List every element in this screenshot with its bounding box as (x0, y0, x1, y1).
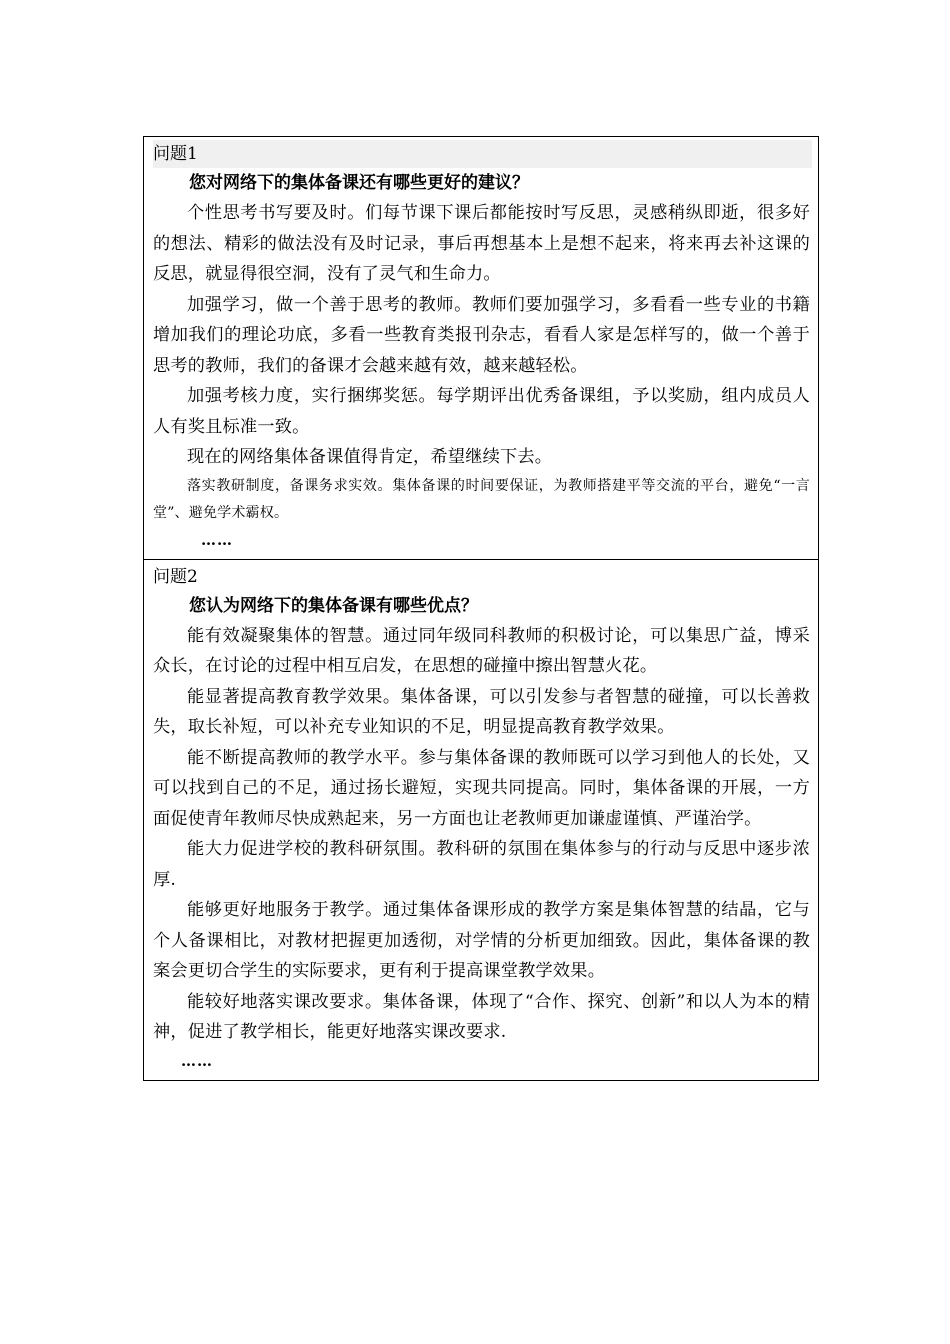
answer-2-paragraph-1: 能有效凝聚集体的智慧。通过同年级同科教师的积极讨论，可以集思广益，博采众长，在讨论的过程中相互启发，在思想的碰撞中擦出智慧火花。 (153, 625, 810, 676)
answer-2-ellipsis: …… (181, 1051, 213, 1070)
question-1-cell (144, 137, 818, 559)
answer-1-paragraph-4: 现在的网络集体备课值得肯定，希望继续下去。 (187, 447, 553, 467)
answer-2-paragraph-3: 能不断提高教师的教学水平。参与集体备课的教师既可以学习到他人的长处，又可以找到自己的不足，通过扬长避短，实现共同提高。同时，集体备课的开展，一方面促使青年教师尽快成熟起来，另一方面也让老教师更加谦虚谨慎、严谨治学。 (153, 747, 810, 829)
answer-2-paragraph-2: 能显著提高教育教学效果。集体备课，可以引发参与者智慧的碰撞，可以长善救失，取长补短，可以补充专业知识的不足，明显提高教育教学效果。 (153, 686, 810, 737)
question-2-title: 您认为网络下的集体备课有哪些优点？ (189, 595, 478, 616)
question-1-label: 问题1 (153, 140, 812, 168)
question-1-title: 您对网络下的集体备课还有哪些更好的建议？ (189, 173, 529, 193)
survey-table (143, 136, 819, 1081)
answer-1-paragraph-2: 加强学习，做一个善于思考的教师。教师们要加强学习，多看看一些专业的书籍增加我们的理论功底，多看一些教育类报刊杂志，看看人家是怎样写的，做一个善于思考的教师，我们的备课才会越来越有效，越来越轻松。 (153, 294, 810, 376)
question-2-cell (144, 559, 818, 1080)
answer-1-ellipsis: …… (201, 530, 233, 549)
answer-2-paragraph-5: 能够更好地服务于教学。通过集体备课形成的教学方案是集体智慧的结晶，它与个人备课相比，对教材把握更加透彻，对学情的分析更加细致。因此，集体备课的教案会更切合学生的实际要求，更有利于提高课堂教学效果。 (153, 900, 810, 981)
answer-1-paragraph-1: 个性思考书写要及时。们每节课下课后都能按时写反思，灵感稍纵即逝，很多好的想法、精彩的做法没有及时记录，事后再想基本上是想不起来，将来再去补这课的反思，就显得很空洞，没有了灵气和生命力。 (153, 203, 810, 284)
answer-2-paragraph-6: 能较好地落实课改要求。集体备课，体现了“合作、探究、创新”和以人为本的精神，促进了教学相长，能更好地落实课改要求. (153, 991, 810, 1042)
answer-2-paragraph-4: 能大力促进学校的教科研氛围。教科研的氛围在集体参与的行动与反思中逐步浓厚. (153, 839, 810, 890)
answer-1-paragraph-5: 落实教研制度，备课务求实效。集体备课的时间要保证，为教师搭建平等交流的平台，避免“一言堂”、避免学术霸权。 (153, 477, 810, 521)
question-2-label: 问题2 (153, 566, 198, 587)
answer-1-paragraph-3: 加强考核力度，实行捆绑奖惩。每学期评出优秀备课组，予以奖励，组内成员人人有奖且标准一致。 (153, 386, 810, 437)
